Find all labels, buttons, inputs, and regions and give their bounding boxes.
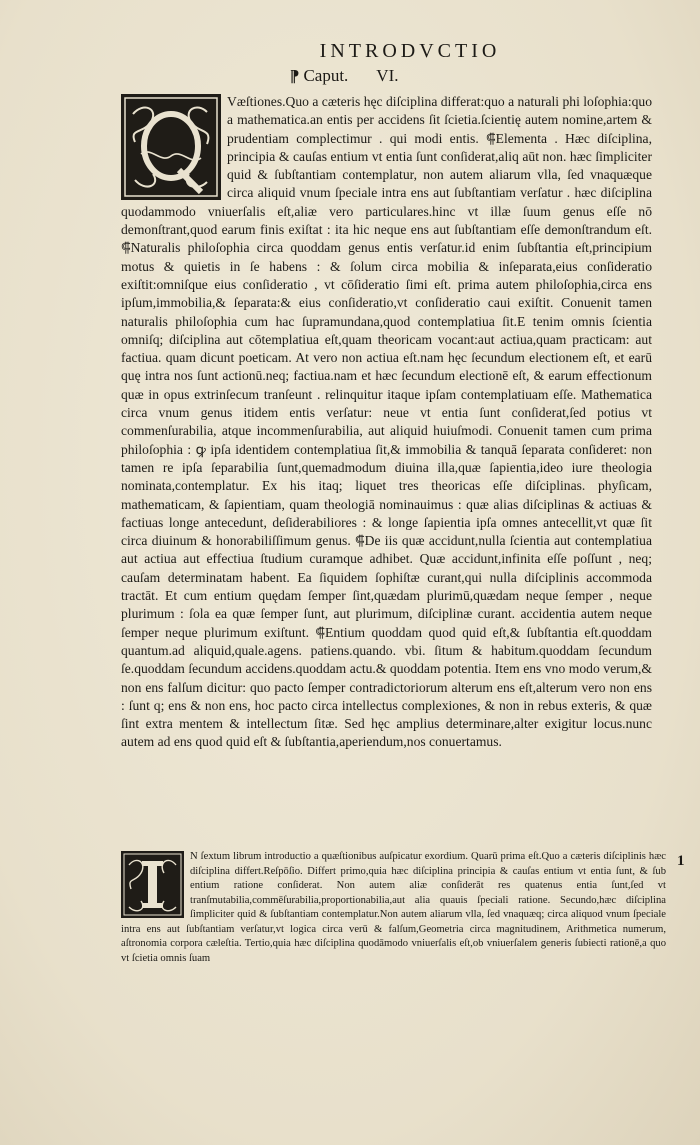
main-text-block (121, 93, 652, 752)
chapter-heading (290, 66, 510, 86)
main-paragraph: Væſtiones.Quo a cæteris hęc diſciplina differat:quo a naturali phi loſophia:quo a mathematica.an entis per accidens ſit ſcietia.ſcientię autem nomine,artem & prudentiam complectimur . qui modi entis. ⸿Elementa . Hæc diſciplina, principia & cauſas entium vt entia ſunt conſiderat,aliq aūt non. hæc ſimpliciter quid & ſubſtantiam contemplatur, non autem aliarum vlla, ſed vnaquæque circa aliquid vnum ſpeciale intra ens aut ſubſtantiam verſatur . hæc diſciplina quodammodo vniuerſalis eſt,aliæ vero particulares.hinc vt illæ ſuum genus eſſe nō demonſtrant,quod earum finis exiſtat : ita hic neque ens aut ſubſtantiam eſſe demonſtrandum eſt. ⸿Naturalis philoſophia circa quoddam genus entis verſatur.id enim ſubſtantia eſt,principium motus & quietis in ſe habens : & ſolum circa mobilia & inſeparata,eius conſideratio exiſtit:omniſque eius conſideratio , vt cōſideratio ſimi eſt. prima autem philoſophia,circa ens ipſum,immobilia,& ſeparata:& eius conſideratio,vt conſideratio caui exiſtit. Conuenit tamen naturalis philoſophia cum hac ſupramundana,quod contemplatiua ſit.E tenim omnis ſcientia omniſq; diſciplina aut cōtemplatiua eſt,quam theoricam vocant:aut actiua,quam practicam: aut factiua. quam dicunt poeticam. At vero non actiua eſt.nam hęc ſecundum electionem eſt, et earū quę intra nos ſunt actionū.neq; factiua.nam et hæc ſecundum electionē eſt, & earum effectionum quæ in opus extrinſecum tranſeunt . relinquitur itaque ipſam contemplatiuam eſſe. Mathematica circa vnum genus itidem entis verſatur: neue vt entia ſunt conſiderat,ſed potius vt commenſurabilia, atque incommenſurabilia, aut aliquid huiuſmodi. Conuenit tamen cum prima philoſophia : ꝙ ipſa identidem contemplatiua ſit,& immobilia & tanquā ſeparata conſideret: non tamen re ipſa ſeparabilia ſunt,quemadmodum diuina illa,quæ ſapientia,ideo iure theologia nominata,contemplatur. Ex his itaq; liquet tres theoricas eſſe diſciplinas. phyſicam, mathematicam, & ſapientiam, quam theologiā nominauimus : quæ alias diſciplinas & actiuas & factiuas longe antecedunt, deſiderabiliores : & longe ſapientia ipſa omnes antecellit,vt quæ ſit circa diuinum & honorabiliſſimum genus. ⸿De iis quæ accidunt,nulla ſcientia aut contemplatiua aut actiua aut effectiua ſtudium curamque adhibet. Quæ accidunt,infinita eſſe poſſunt , neq; cauſam determinatam habent. Ea ſiquidem ſophiſtæ curant,qui nulla diſciplinis accommoda tractāt. Et cum entium quędam ſemper ſint,quædam plurimū,quædam neque ſemper , neque plurimum : ſola ea quæ ſemper ſunt, aut plurimum, diſciplinæ curant. accidentia autem neque ſemper neque plurimum exiſtunt. ⸿Entium quoddam quod quid eſt,& ſubſtantia eſt.quoddam quantum.ad aliquid,quale.agens. patiens.quando. vbi. ſitum & habitum.quoddam ſecundum ſe.quoddam ſecundum accidens.quoddam actu.& quoddam potentia. Item ens vno modo verum,& non ens falſum dicitur: quo pacto ſemper contradictoriorum alterum ens eſt,alterum vero non ens : ſunt q; ens & non ens, hoc pacto circa intellectus complexiones, & non in rebus exteris, & quæ ſint extra mentem & intellectum ſitæ. Sed hęc amplius determinare,alter exigitur locus.nunc autem ad ens quod quid eſt & ſubſtantia,aperiendum,nos conuertamus. (121, 94, 652, 750)
decorated-initial-i (121, 851, 184, 918)
margin-note-number: 1 (677, 853, 685, 869)
running-title: INTRODVCTIO (319, 40, 501, 62)
chapter-number: VI. (376, 66, 399, 85)
decorated-initial-q (121, 94, 221, 200)
chapter-label: Caput. (303, 66, 349, 85)
paragraph-mark-icon: ¶ Caput. (290, 66, 349, 85)
commentary-paragraph: N ſextum librum introductio a quæſtionibus auſpicatur exordium. Quarū prima eſt.Quo a cæteris diſciplinis hæc diſciplina differt.Reſpōſio. Differt primo,quia hæc diſciplina principia & cauſas entium vt entia ſunt, & ſub entium ratione conſiderat. Non autem aliæ conſiderāt res quatenus entia ſunt,ſed vt tranſmutabilia,commēſurabilia,proportionabilia,aut alia quauis ſpeciali ratione. Secundo,hæc diſciplina ſimpliciter quid & ſubſtantiam contemplatur.Non autem aliarum vlla, ſed vnaquæq; circa aliquod vnum ſpeciale intra ens aut ſubſtantiam verſatur,vt logica circa verū & falſum,Geometria circa magnitudinem, Arithmetica numerum, aſtronomia corpora cæleſtia. Tertio,quia hæc diſciplina quodāmodo vniuerſalis eſt,ob vniuerſalem generis ſubiecti rationē,a quo vt ſcietia omnis ſuam (121, 851, 666, 964)
commentary-block (121, 850, 666, 966)
